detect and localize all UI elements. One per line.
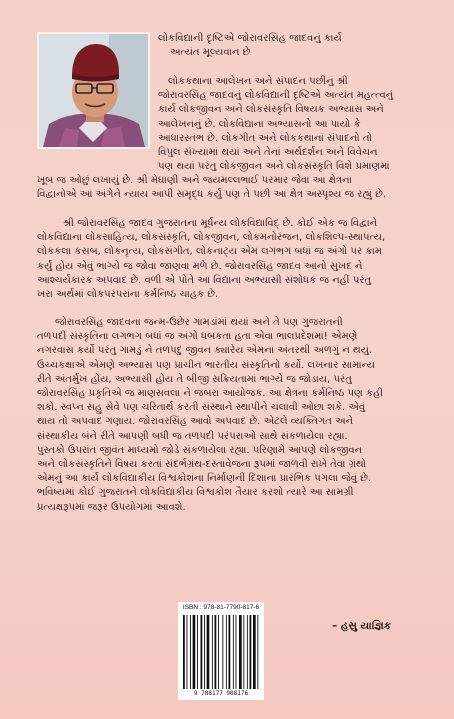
barcode-bar <box>193 615 196 689</box>
text-line: તળપદી સંસ્કૃતિના લગભગ બધાં જ અંગો ધબકતા હતા એવા ભાલપ્રદેશમાં! એમણે <box>37 331 358 343</box>
text-line: આલેખનનું છે. લોકવિદ્યાના અભ્યાસનો આ પાયો કે <box>158 118 361 130</box>
text-line: શ્રી જોરાવરસિંહ જાદવ ગુજરાતના મૂર્ધન્ય લોકવિદ્યાવિદ્ છે. કોઈ એક જ વિદ્વાને <box>63 218 378 229</box>
text-line: અત્યંત મૂલ્યવાન છે <box>170 47 251 59</box>
text-line: સંસ્થાકીય બંને રીતે આપણી બધી જ તળપદી પરંપરાઓ સાથે સંકળાયેલા રહ્યા. <box>37 430 348 442</box>
barcode-bar <box>239 615 242 689</box>
barcode-bar <box>218 615 219 689</box>
paragraph-2 <box>37 217 443 302</box>
text-line: ભવિષ્યમાં કોઈ ગુજરાતને લોકવિદ્યાકીય વિશ્વકોશ તૈયાર કરશો ત્યારે આ સામગ્રી <box>37 487 354 499</box>
paragraph-3 <box>37 316 443 515</box>
text-line: થાય તો અપવાદ ગણાય. જોરાવરસિંહ આવો અપવાદ છે. એટલે વ્યક્તિગત અને <box>37 416 354 428</box>
text-line: પુસ્તકો ઉપરાંત જીવંત માધ્યમો જોડે સંકળાયેલા રહ્યા. પરિણામે આપણે લોકજીવન <box>37 444 363 456</box>
text-line: પણ થયાં પરંતુ લોકજીવન અને લોકસંસ્કૃતિ વિશે પ્રમાણમાં <box>158 161 390 173</box>
text-line: લોકકથાના આલેખન અને સંપાદન પછીનું શ્રી <box>168 76 348 87</box>
text-line: લોકકલા કસબ, લોકનૃત્ય, લોકસંગીત, લોકનાટ્ય એમ લગભગ બધાં જ અંગો પર કામ <box>37 246 382 258</box>
barcode-bar <box>253 615 256 689</box>
barcode-bar <box>226 615 227 689</box>
barcode-bar <box>207 615 210 689</box>
text-line: ખૂબ જ ઓછું લખાયું છે. શ્રી મેઘાણી અને જયમલ્લભાઈ પરમાર જેવા આ ક્ષેત્રના <box>37 175 352 186</box>
text-line: અને લોકસંસ્કૃતિને વિષય કરતાં સંદર્ભગ્રંથ-દસ્તાવેજના રૂપમાં જાળવી રાખે તેવા ગ્રંથો <box>37 459 367 471</box>
barcode-number: 9 788177 908176 <box>193 690 249 697</box>
isbn-label: ISBN : 978-81-7790-817-6 <box>182 604 260 611</box>
paragraph-1-bottom <box>37 174 443 202</box>
text-line: જોરાવરસિંહ જાદવના જન્મ-ઉછેર ગામડાંમાં થયાં અને તે પણ ગુજરાતની <box>55 317 343 328</box>
author-photo <box>37 32 150 149</box>
isbn-barcode-box <box>178 602 264 700</box>
text-line: લોકવિદ્યાની દૃષ્ટિએ જોરાવરસિંહ જાદવનું કાર્ય <box>158 33 342 44</box>
text-line: એમનું આ કાર્ય લોકવિદ્યાકીય વિશ્વકોશના નિર્માણની દિશાના પ્રારંભિક પગલા જેવું છે. <box>37 473 372 485</box>
text-line: જોરાવરસિંહ જાદવનું લોકવિદ્યાની દૃષ્ટિએ અત્યંત મહત્ત્વનું <box>158 90 394 102</box>
text-line: શકો. સ્વપ્ન સહુ સેવે પણ ચરિતાર્થ કરતી સંસ્થાને સ્થાપીને ચલાવી ઓછા શકે. એવું <box>37 402 366 414</box>
text-line: જોરાવરસિંહ પ્રકૃતિએ જ માણસવલા ને જબરા આયોજક. આ ક્ષેત્રના કર્મનિષ્ઠ પણ કહી <box>37 388 384 400</box>
barcode-bar <box>250 615 252 689</box>
barcode-bar <box>243 615 244 689</box>
text-line: કાર્ય લોકજીવન અને લોકસંસ્કૃતિ વિષયક અભ્યાસ અને <box>158 104 384 116</box>
barcode-bar <box>233 615 234 689</box>
text-line: રીતે અંતર્મુખ હોય, અભ્યાસી હોય તે બીજી સક્રિયતામાં ભાગ્યે જ જોડાય, પરંતુ <box>37 373 352 385</box>
barcode-bar <box>183 615 185 689</box>
text-line: કર્યું હોય એવું ભાગ્યે જ જોવા જાણવા મળે છે. જોરાવરસિંહ જાદવ આનો સુખદ ને <box>37 260 363 272</box>
barcode-bar <box>204 615 205 689</box>
text-line: ખરા અર્થમાં લોકપરંપરાના કર્મનિષ્ઠ ચાહક છે. <box>37 289 219 301</box>
text-line: નગરવાસ કર્યો પરંતુ ગામડું ને તળપદું જીવન ક્યારેય એમના અંતરથી અળગું ન થયું. <box>37 345 373 357</box>
text-line: વિપુલ સંખ્યામાં થયાં અને તેનાં અર્થદર્શન અને વિવેચન <box>158 147 378 159</box>
barcode-bar <box>187 615 188 689</box>
barcode-bar <box>257 615 258 689</box>
barcode-bar <box>190 615 191 689</box>
barcode-bar <box>222 615 223 689</box>
barcode-bar <box>215 615 217 689</box>
text-line: આશ્ચર્યકારક અપવાદ છે. વળી એ પોતે આ વિદ્યાના અભ્યાસી સંશોધક જ નહીં પરંતુ <box>37 274 372 286</box>
barcode-bar <box>201 615 203 689</box>
text-line: આધારસ્તંભ છે. લોકગીત અને લોકકથાનાં સંપાદનો તો <box>158 132 373 144</box>
barcode-bar <box>197 615 198 689</box>
text-line: લોકવિદ્યાના લોકસાહિત્ય, લોકસંસ્કૃતિ, લોકજીવન, લોકમનોરંજન, લોકશિલ્પ-સ્થાપત્ય, <box>37 232 386 244</box>
text-line: વિદ્વાનોએ આ અંગેને ન્યાય આપી સમૃદ્ધ કર્યું પણ તે પછી આ ક્ષેત્ર અસ્પૃશ્ય જ રહ્યું છે. <box>37 189 387 201</box>
barcode-bar <box>229 615 231 689</box>
barcode-bar <box>236 615 237 689</box>
barcode-bar <box>247 615 248 689</box>
paragraph-1-top <box>158 75 443 174</box>
text-line: પ્રત્યક્ષરૂપમાં જરૂર ઉપયોગમાં આવશે. <box>37 501 186 513</box>
barcode <box>182 615 260 689</box>
author-signature: – હસુ યાજ્ઞિક <box>332 620 392 632</box>
barcode-bar <box>212 615 213 689</box>
intro-paragraph <box>158 32 443 60</box>
text-line: ઉચ્ચકક્ષાએ એમણે અભ્યાસ પણ પ્રાચીન ભારતીય સંસ્કૃતિનો કર્યો. લખનાર સામાન્ય <box>37 359 375 371</box>
